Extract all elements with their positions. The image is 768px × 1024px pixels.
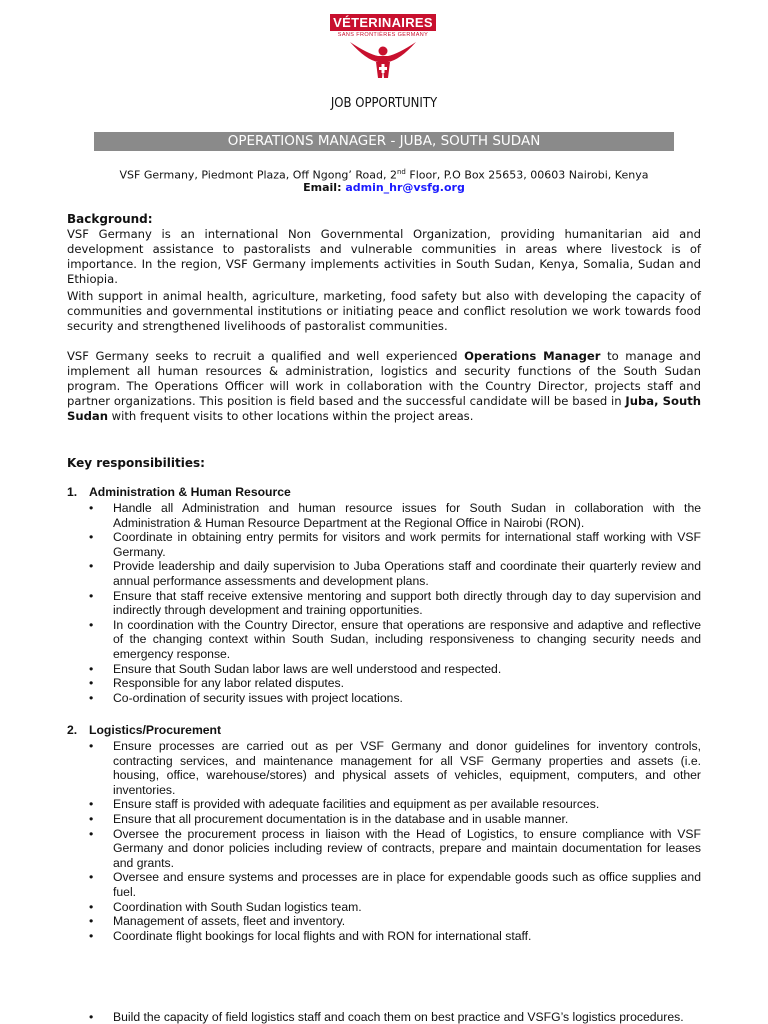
list-item: • Ensure that staff receive extensive mentoring and support both directly through day to day supervision and indirectly through development and training opportunities. [67, 589, 701, 618]
section-logistics [67, 723, 701, 943]
position-banner: OPERATIONS MANAGER - JUBA, SOUTH SUDAN [94, 132, 674, 151]
section-title: 1. Administration & Human Resource [67, 485, 291, 499]
list-item: • Coordinate flight bookings for local flights and with RON for international staff. [67, 929, 701, 944]
list-item: • Oversee and ensure systems and processes are in place for expendable goods such as office supplies and fuel. [67, 870, 701, 899]
list-item: • Ensure staff is provided with adequate facilities and equipment as per available resources. [67, 797, 701, 812]
list-item: • Provide leadership and daily supervision to Juba Operations staff and coordinate their quarterly review and annual performance assessments and development plans. [67, 559, 701, 588]
list-item-cut: • Build the capacity of field logistics staff and coach them on best practice and VSFG’s logistics procedures. [67, 1010, 727, 1024]
list-item: • Handle all Administration and human resource issues for South Sudan in collaboration with the Administration & Human Resource Department at the Regional Office in Nairobi (RON). [67, 501, 701, 530]
logo-tagline: SANS FRONTIÈRES GERMANY [337, 32, 429, 38]
logistics-list [67, 739, 701, 943]
list-item: • Oversee the procurement process in liaison with the Head of Logistics, to ensure compliance with VSF Germany and donor policies including review of contracts, prepare and maintain documentation for leases and grants. [67, 827, 701, 871]
email-label: Email: [303, 181, 346, 194]
list-item: • In coordination with the Country Director, ensure that operations are responsive and adaptive and reflective of the changing context within South Sudan, including responsiveness to changing security needs and emergency response. [67, 618, 701, 662]
list-item: • Coordination with South Sudan logistics team. [67, 900, 701, 915]
page-heading: JOB OPPORTUNITY [330, 96, 438, 111]
background-section [67, 212, 701, 287]
section-title: 2. Logistics/Procurement [67, 723, 222, 737]
vet-figure-icon [348, 38, 418, 82]
background-paragraph-3: VSF Germany seeks to recruit a qualified and well experienced Operations Manager to manage and implement all human resources & administration, logistics and security functions of the South Sudan program. The Operations Officer will work in collaboration with the Country Director, projects staff and partner organizations. This position is field based and the successful candidate will be based in Juba, South Sudan with frequent visits to other locations within the project areas. [67, 349, 701, 423]
list-item: • Coordinate in obtaining entry permits for visitors and work permits for international staff working with VSF Germany. [67, 530, 701, 559]
list-item: • Ensure that all procurement documentation is in the database and in usable manner. [67, 812, 701, 827]
email-link[interactable]: admin_hr@vsfg.org [345, 181, 465, 194]
admin-hr-list [67, 501, 701, 705]
list-item: • Co-ordination of security issues with project locations. [67, 691, 701, 706]
email-line [0, 181, 768, 194]
list-item: • Management of assets, fleet and inventory. [67, 914, 701, 929]
list-item: • Ensure processes are carried out as per VSF Germany and donor guidelines for inventory controls, contracting services, and maintenance management for all VSF Germany properties and assets (i.e. housing, office, warehouse/stores) and physical assets of vehicles, equipment, computers, and other inventories. [67, 739, 701, 797]
background-paragraph-2: With support in animal health, agriculture, marketing, food safety but also with developing the capacity of communities and governmental institutions or initiating peace and conflict resolution we work towards food security and strengthened livelihoods of pastoralist communities. [67, 289, 701, 333]
list-item: • Ensure that South Sudan labor laws are well understood and respected. [67, 662, 701, 677]
list-item: • Responsible for any labor related disputes. [67, 676, 701, 691]
background-heading: Background: [67, 212, 153, 226]
vsf-logo [330, 14, 436, 82]
logo-wordmark: VÉTERINAIRES [330, 14, 436, 31]
section-admin-hr [67, 485, 701, 705]
address-line: VSF Germany, Piedmont Plaza, Off Ngong’ Road, 2nd Floor, P.O Box 25653, 00603 Nairobi, Kenya [119, 168, 649, 182]
background-paragraph-1: VSF Germany is an international Non Governmental Organization, providing humanitarian aid and development assistance to pastoralists and vulnerable communities in areas where livestock is of importance. In the region, VSF Germany implements activities in South Sudan, Kenya, Somalia, Sudan and Ethiopia. [67, 227, 701, 286]
responsibilities-heading: Key responsibilities: [67, 456, 205, 470]
